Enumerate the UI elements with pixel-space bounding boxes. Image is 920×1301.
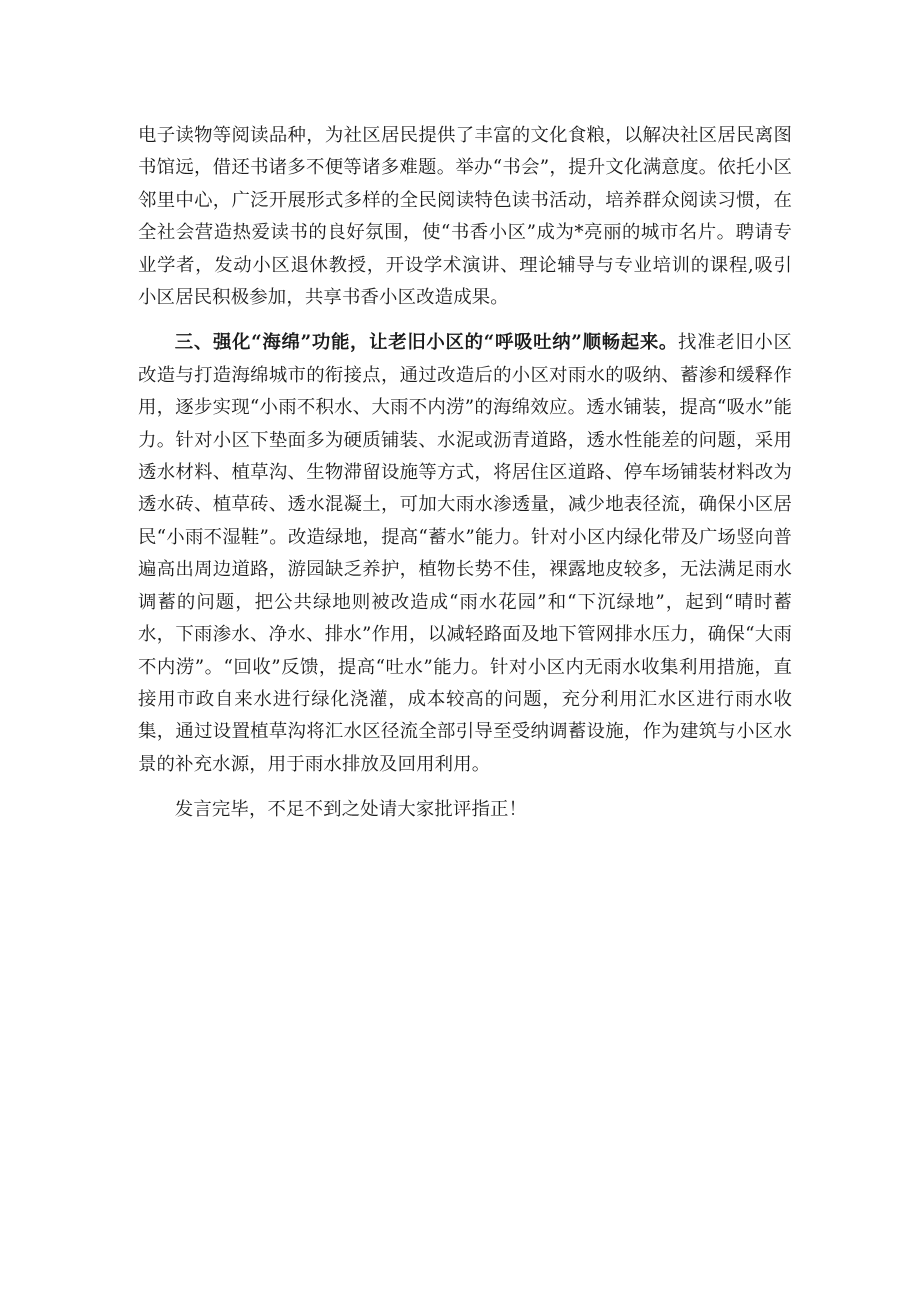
document-body [138, 120, 792, 840]
closing-remark: 发言完毕，不足不到之处请大家批评指正！ [174, 799, 528, 821]
paragraph-continuation: 电子读物等阅读品种，为社区居民提供了丰富的文化食粮，以解决社区居民离图书馆远，借还书诸多不便等诸多难题。举办“书会”，提升文化满意度。依托小区邻里中心，广泛开展形式多样的全民阅读特色读书活动，培养群众阅读习惯，在全社会营造热爱读书的良好氛围，使“书香小区”成为*亮丽的城市名片。聘请专业学者，发动小区退休教授，开设学术演讲、理论辅导与专业培训的课程,吸引小区居民积极参加，共享书香小区改造成果。 [138, 125, 792, 309]
paragraph-section-three [138, 327, 792, 781]
section-body: 找准老旧小区改造与打造海绵城市的衔接点，通过改造后的小区对雨水的吸纳、蓄渗和缓释作用，逐步实现“小雨不积水、大雨不内涝”的海绵效应。透水铺装，提高“吸水”能力。针对小区下垫面多为硬质铺装、水泥或沥青道路，透水性能差的问题，采用透水材料、植草沟、生物滞留设施等方式，将居住区道路、停车场铺装材料改为透水砖、植草砖、透水混凝土，可加大雨水渗透量，减少地表径流，确保小区居民“小雨不湿鞋”。改造绿地，提高“蓄水”能力。针对小区内绿化带及广场竖向普遍高出周边道路，游园缺乏养护，植物长势不佳，裸露地皮较多，无法满足雨水调蓄的问题，把公共绿地则被改造成“雨水花园”和“下沉绿地”，起到“晴时蓄水，下雨渗水、净水、排水”作用，以减轻路面及地下管网排水压力，确保“大雨不内涝”。“回收”反馈，提高“吐水”能力。针对小区内无雨水收集利用措施，直接用市政自来水进行绿化浇灌，成本较高的问题，充分利用汇水区进行雨水收集，通过设置植草沟将汇水区径流全部引导至受纳调蓄设施，作为建筑与小区水景的补充水源，用于雨水排放及回用利用。 [138, 332, 792, 775]
section-heading: 三、强化“海绵”功能，让老旧小区的“呼吸吐纳”顺畅起来。 [174, 332, 679, 354]
